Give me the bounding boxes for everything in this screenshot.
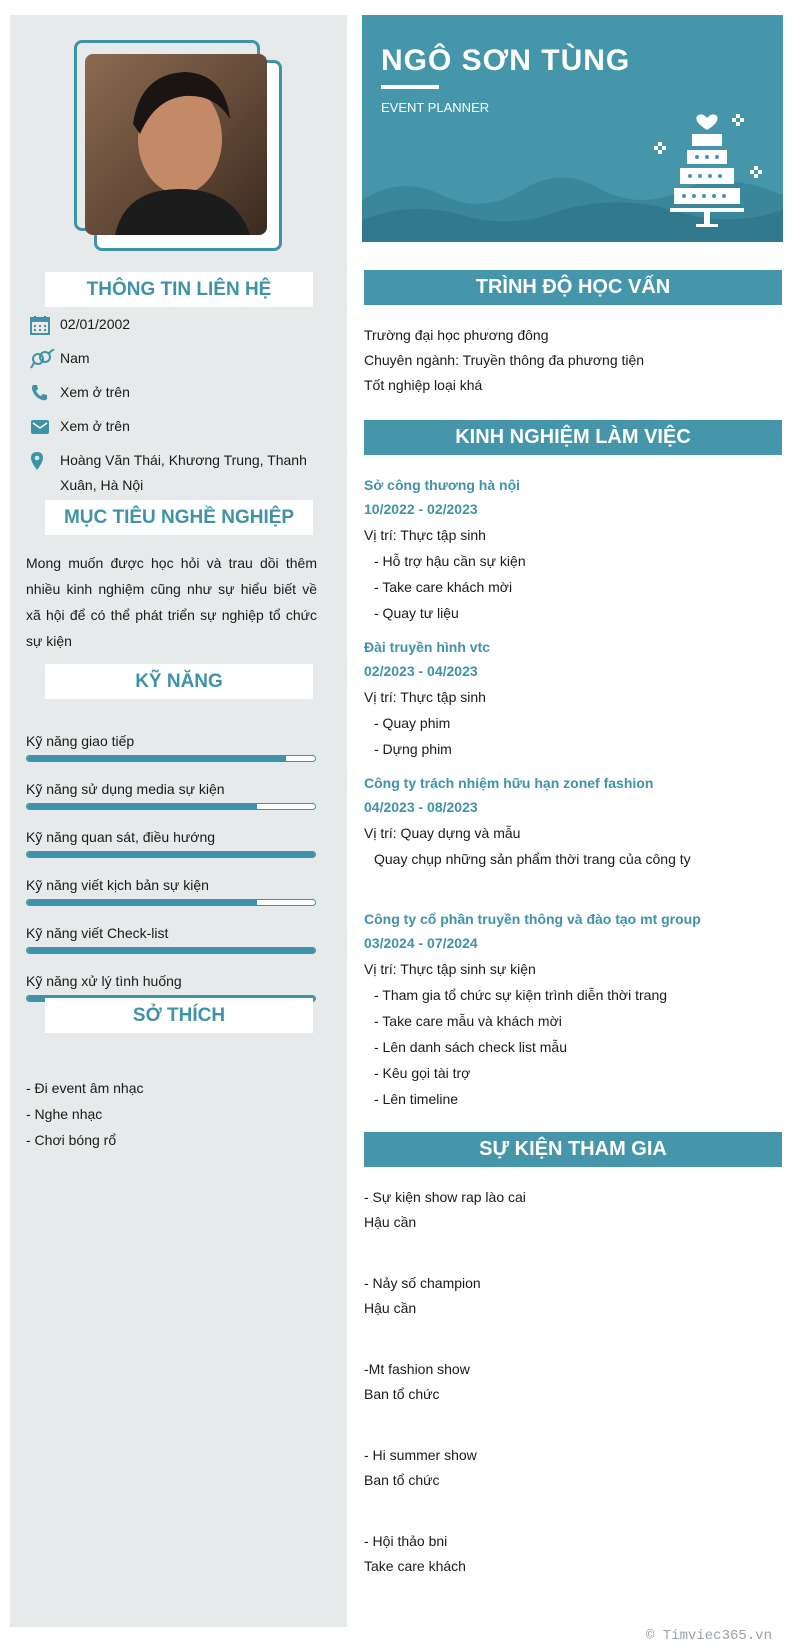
objective-title: MỤC TIÊU NGHỀ NGHIỆP (45, 500, 313, 535)
experience-title: KINH NGHIỆM LÀM VIỆC (364, 420, 782, 455)
event-name: -Mt fashion show (364, 1361, 470, 1377)
hobbies-title: SỞ THÍCH (45, 998, 313, 1033)
contact-birthday (30, 312, 320, 337)
education-line: Chuyên ngành: Truyền thông đa phương tiện (364, 352, 645, 368)
map-pin-icon (30, 448, 60, 473)
profile-photo (85, 54, 267, 235)
job-task: - Hỗ trợ hậu cần sự kiện (374, 553, 526, 569)
skill-bar (26, 803, 316, 810)
mail-icon (30, 414, 60, 439)
job-company: Sở công thương hà nội (364, 477, 521, 493)
skill-bar (26, 851, 316, 858)
event-role: Ban tổ chức (364, 1386, 440, 1402)
job-task: - Kêu gọi tài trợ (374, 1065, 471, 1081)
job-period: 10/2022 - 02/2023 (364, 501, 478, 517)
job-company: Đài truyền hình vtc (364, 639, 491, 655)
contact-phone (30, 380, 320, 405)
name-underline (381, 85, 439, 89)
event-name: - Sự kiện show rap lào cai (364, 1189, 526, 1205)
job-task: - Quay phim (374, 715, 451, 731)
skill-bar-fill (27, 948, 315, 953)
skill-bar-fill (27, 756, 286, 761)
hobby-item: - Đi event âm nhạc (26, 1080, 144, 1096)
event-name: - Hội thảo bni (364, 1533, 448, 1549)
contact-address (30, 448, 320, 498)
education-line: Trường đại học phương đông (364, 327, 549, 343)
event-name: - Nảy số champion (364, 1275, 481, 1291)
contact-title: THÔNG TIN LIÊN HỆ (45, 272, 313, 307)
job-period: 02/2023 - 04/2023 (364, 663, 478, 679)
skill-bar-fill (27, 900, 257, 905)
contact-email (30, 414, 320, 439)
job-position: Vị trí: Thực tập sinh (364, 689, 486, 705)
event-role: Take care khách (364, 1558, 466, 1574)
job-task: - Take care khách mời (374, 579, 513, 595)
gender-text: Nam (60, 350, 90, 366)
skill-label: Kỹ năng viết kịch bản sự kiện (26, 877, 209, 893)
skill-label: Kỹ năng viết Check-list (26, 925, 169, 941)
job-task: - Quay tư liệu (374, 605, 459, 621)
contact-gender (30, 346, 320, 371)
job-task: - Take care mẫu và khách mời (374, 1013, 562, 1029)
job-period: 04/2023 - 08/2023 (364, 799, 478, 815)
event-role: Hậu cần (364, 1300, 417, 1316)
hobby-item: - Nghe nhạc (26, 1106, 103, 1122)
event-role: Hậu cần (364, 1214, 417, 1230)
skill-bar (26, 755, 316, 762)
skill-label: Kỹ năng xử lý tình huống (26, 973, 182, 989)
education-line: Tốt nghiệp loại khá (364, 377, 483, 393)
skill-label: Kỹ năng sử dụng media sự kiện (26, 781, 225, 797)
job-task: Quay chụp những sản phẩm thời trang của công ty (374, 851, 691, 867)
job-position: Vị trí: Thực tập sinh (364, 527, 486, 543)
birthday-text: 02/01/2002 (60, 316, 131, 332)
education-title: TRÌNH ĐỘ HỌC VẤN (364, 270, 782, 305)
job-position: Vị trí: Quay dựng và mẫu (364, 825, 521, 841)
phone-text: Xem ở trên (60, 384, 130, 400)
skill-bar (26, 947, 316, 954)
phone-icon (30, 380, 60, 405)
email-text: Xem ở trên (60, 418, 130, 434)
event-role: Ban tổ chức (364, 1472, 440, 1488)
candidate-role: EVENT PLANNER (381, 100, 490, 115)
job-task: - Lên danh sách check list mẫu (374, 1039, 567, 1055)
sidebar (10, 15, 347, 1627)
hobby-item: - Chơi bóng rổ (26, 1132, 117, 1148)
job-company: Công ty cổ phần truyền thông và đào tạo mt group (364, 911, 701, 927)
job-task: - Dựng phim (374, 741, 452, 757)
job-company: Công ty trách nhiệm hữu hạn zonef fashion (364, 775, 654, 791)
skill-bar-fill (27, 804, 257, 809)
gender-icon (30, 346, 60, 371)
event-name: - Hi summer show (364, 1447, 477, 1463)
wedding-cake-icon (652, 110, 762, 240)
skill-bar-fill (27, 852, 315, 857)
footer-watermark: © Timviec365.vn (645, 1628, 772, 1644)
skills-title: KỸ NĂNG (45, 664, 313, 699)
skill-label: Kỹ năng giao tiếp (26, 733, 135, 749)
candidate-name: NGÔ SƠN TÙNG (381, 44, 631, 77)
job-period: 03/2024 - 07/2024 (364, 935, 478, 951)
skill-label: Kỹ năng quan sát, điều hướng (26, 829, 216, 845)
job-task: - Tham gia tổ chức sự kiện trình diễn thời trang (374, 987, 668, 1003)
events-title: SỰ KIỆN THAM GIA (364, 1132, 782, 1167)
job-position: Vị trí: Thực tập sinh sự kiện (364, 961, 536, 977)
calendar-icon (30, 312, 60, 337)
objective-text: Mong muốn được học hỏi và trau dồi thêm nhiều kinh nghiệm cũng như sự hiểu biết về xã hội để có thể phát triển sự nghiệp tổ chức sự kiện (26, 555, 317, 649)
job-task: - Lên timeline (374, 1091, 459, 1107)
skill-bar (26, 899, 316, 906)
address-text: Hoàng Văn Thái, Khương Trung, Thanh Xuân, Hà Nội (60, 452, 307, 493)
